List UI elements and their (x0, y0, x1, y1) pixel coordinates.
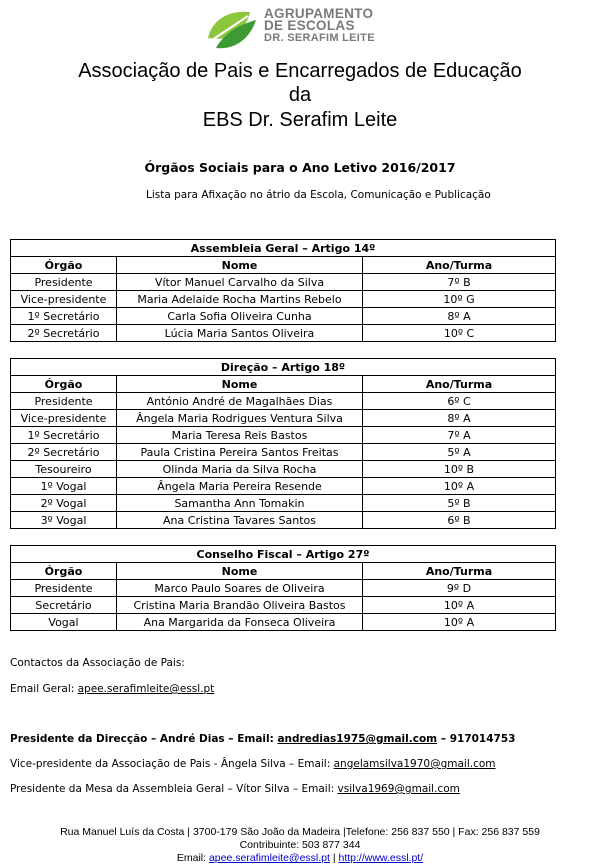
presidente-label: Presidente da Direcção – André Dias – Email: (10, 733, 278, 745)
cell-ano: 10º G (363, 291, 556, 308)
cell-nome: Ana Margarida da Fonseca Oliveira (117, 614, 363, 631)
cell-nome: Samantha Ann Tomakin (117, 495, 363, 512)
table-conselho-fiscal (10, 545, 556, 631)
cell-orgao: Presidente (11, 580, 117, 597)
mesa-label: Presidente da Mesa da Assembleia Geral – Vítor Silva – Email: (10, 783, 338, 795)
cell-ano: 7º A (363, 427, 556, 444)
vice-email-link[interactable]: angelamsilva1970@gmail.com (333, 758, 496, 770)
footer-website-link[interactable]: http://www.essl.pt/ (338, 852, 424, 864)
cell-ano: 10º A (363, 614, 556, 631)
header-nome: Nome (117, 257, 363, 274)
cell-orgao: 2º Vogal (11, 495, 117, 512)
table-row (11, 478, 556, 495)
footer-contribuinte: Contribuinte: 503 877 344 (239, 839, 361, 851)
footer-email-label: Email: (176, 852, 209, 864)
logo-line-2: DE ESCOLAS (264, 18, 355, 33)
cell-ano: 10º A (363, 597, 556, 614)
mesa-line (10, 783, 460, 795)
cell-nome: Carla Sofia Oliveira Cunha (117, 308, 363, 325)
table-row (11, 308, 556, 325)
page-title-line-1: Associação de Pais e Encarregados de Educação (78, 60, 522, 82)
mesa-email-link[interactable]: vsilva1969@gmail.com (337, 783, 460, 795)
table-row (11, 291, 556, 308)
header-orgao: Órgão (11, 257, 117, 274)
footer-separator: | (329, 852, 339, 864)
cell-nome: Ângela Maria Rodrigues Ventura Silva (117, 410, 363, 427)
cell-ano: 5º A (363, 444, 556, 461)
cell-nome: Maria Teresa Reis Bastos (117, 427, 363, 444)
cell-orgao: 2º Secretário (11, 325, 117, 342)
cell-orgao: 2º Secretário (11, 444, 117, 461)
header-nome: Nome (117, 376, 363, 393)
cell-ano: 10º B (363, 461, 556, 478)
cell-ano: 10º C (363, 325, 556, 342)
cell-orgao: 3º Vogal (11, 512, 117, 529)
logo-line-1: AGRUPAMENTO (264, 6, 374, 21)
cell-nome: Vítor Manuel Carvalho da Silva (117, 274, 363, 291)
table-row (11, 580, 556, 597)
footer-email-link[interactable]: apee.serafimleite@essl.pt (208, 852, 330, 864)
footer-address: Rua Manuel Luís da Costa | 3700-179 São João da Madeira |Telefone: 256 837 550 | Fax: 256 837 559 (60, 826, 540, 838)
vice-line (10, 758, 496, 770)
cell-orgao: Vogal (11, 614, 117, 631)
logo-text (264, 8, 375, 44)
cell-ano: 8º A (363, 308, 556, 325)
page-note: Lista para Afixação no átrio da Escola, Comunicação e Publicação (146, 189, 491, 201)
table-row (11, 614, 556, 631)
page-title-line-3: EBS Dr. Serafim Leite (202, 109, 398, 131)
cell-nome: Maria Adelaide Rocha Martins Rebelo (117, 291, 363, 308)
vice-label: Vice-presidente da Associação de Pais - Ângela Silva – Email: (10, 758, 334, 770)
cell-nome: Cristina Maria Brandão Oliveira Bastos (117, 597, 363, 614)
cell-orgao: Tesoureiro (11, 461, 117, 478)
cell-nome: Marco Paulo Soares de Oliveira (117, 580, 363, 597)
cell-orgao: 1º Secretário (11, 427, 117, 444)
cell-ano: 7º B (363, 274, 556, 291)
cell-ano: 9º D (363, 580, 556, 597)
cell-orgao: Vice-presidente (11, 410, 117, 427)
header-orgao: Órgão (11, 563, 117, 580)
page-subtitle: Órgãos Sociais para o Ano Letivo 2016/2017 (144, 160, 456, 175)
cell-ano: 6º C (363, 393, 556, 410)
cell-ano: 8º A (363, 410, 556, 427)
table-assembleia-geral (10, 239, 556, 342)
cell-nome: António André de Magalhães Dias (117, 393, 363, 410)
school-logo (206, 6, 406, 54)
cell-nome: Lúcia Maria Santos Oliveira (117, 325, 363, 342)
cell-orgao: 1º Vogal (11, 478, 117, 495)
leaf-logo-icon (206, 8, 258, 52)
cell-orgao: Secretário (11, 597, 117, 614)
table-title: Direção – Artigo 18º (11, 359, 556, 376)
cell-ano: 6º B (363, 512, 556, 529)
cell-nome: Ângela Maria Pereira Resende (117, 478, 363, 495)
cell-ano: 5º B (363, 495, 556, 512)
cell-orgao: Vice-presidente (11, 291, 117, 308)
table-row (11, 274, 556, 291)
header-ano: Ano/Turma (363, 257, 556, 274)
page-title-line-2: da (288, 84, 312, 106)
general-email-label: Email Geral: (10, 683, 78, 695)
contacts-heading: Contactos da Associação de Pais: (10, 657, 185, 669)
table-row (11, 597, 556, 614)
table-row (11, 461, 556, 478)
header-ano: Ano/Turma (363, 563, 556, 580)
header-nome: Nome (117, 563, 363, 580)
general-email-line (10, 683, 214, 695)
cell-ano: 10º A (363, 478, 556, 495)
table-row (11, 427, 556, 444)
cell-orgao: Presidente (11, 393, 117, 410)
cell-nome: Olinda Maria da Silva Rocha (117, 461, 363, 478)
presidente-email-link[interactable]: andredias1975@gmail.com (277, 733, 438, 745)
header-ano: Ano/Turma (363, 376, 556, 393)
table-row (11, 410, 556, 427)
footer-links (0, 852, 600, 864)
table-direcao (10, 358, 556, 529)
table-row (11, 325, 556, 342)
cell-orgao: Presidente (11, 274, 117, 291)
table-row (11, 495, 556, 512)
table-row (11, 512, 556, 529)
presidente-line (10, 733, 515, 745)
table-title: Conselho Fiscal – Artigo 27º (11, 546, 556, 563)
table-row (11, 393, 556, 410)
presidente-phone: – 917014753 (437, 733, 516, 745)
header-orgao: Órgão (11, 376, 117, 393)
logo-line-3: DR. SERAFIM LEITE (264, 32, 375, 44)
cell-orgao: 1º Secretário (11, 308, 117, 325)
table-row (11, 444, 556, 461)
table-title: Assembleia Geral – Artigo 14º (11, 240, 556, 257)
cell-nome: Ana Cristina Tavares Santos (117, 512, 363, 529)
cell-nome: Paula Cristina Pereira Santos Freitas (117, 444, 363, 461)
general-email-link[interactable]: apee.serafimleite@essl.pt (77, 683, 215, 695)
